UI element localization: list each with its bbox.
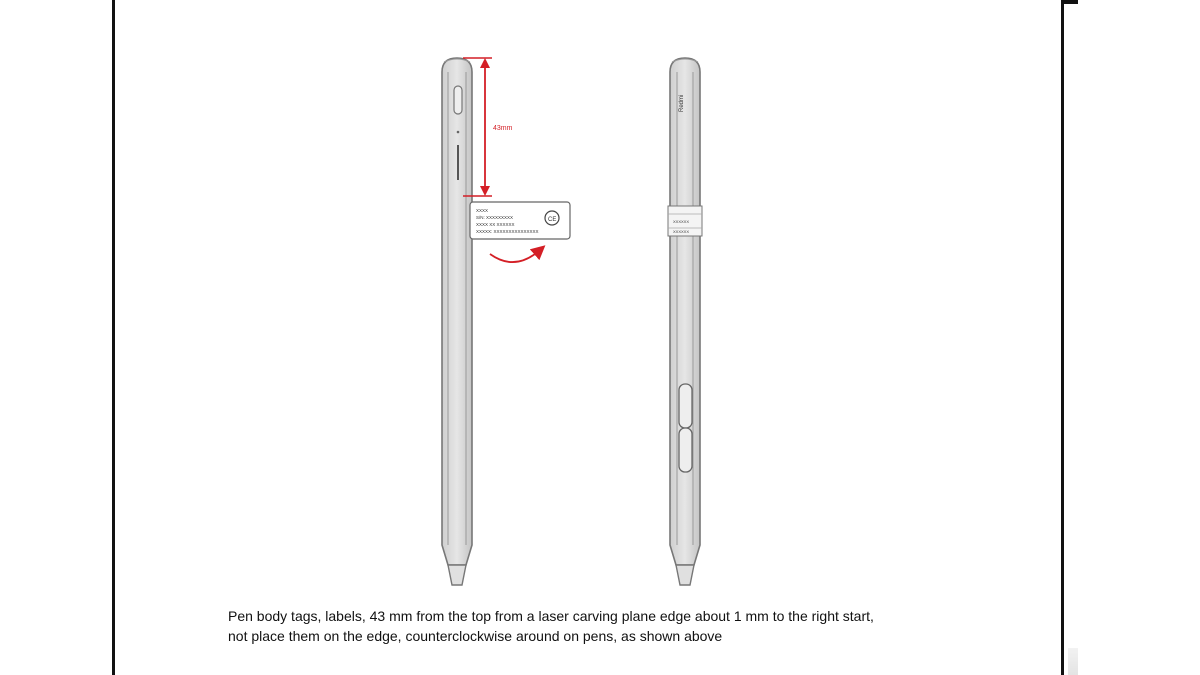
tag-line-1: XXXX	[476, 208, 489, 213]
tag-badge: CE	[548, 217, 557, 223]
tag-callout	[470, 202, 570, 262]
tag-line-4: XXXXX: XXXXXXXXXXXXXXX	[476, 229, 539, 234]
band-line-2: XXXXXX	[673, 229, 690, 234]
caption-line-1: Pen body tags, labels, 43 mm from the top from a laser carving plane edge about 1 mm to the right start,	[228, 608, 874, 624]
rotation-arrow-icon	[490, 250, 540, 262]
figure-caption	[228, 606, 988, 646]
side-button-lower	[679, 428, 692, 472]
caption-line-2: not place them on the edge, counterclockwise around on pens, as shown above	[228, 628, 723, 644]
tag-line-2: S/N: XXXXXXXXX	[476, 215, 514, 220]
dimension-label: 43mm	[493, 125, 513, 132]
band-line-1: XXXXXX	[673, 219, 690, 224]
side-button-upper	[679, 384, 692, 428]
brand-mark: Redmi	[679, 94, 685, 112]
tag-line-3: XXXX XX XXXXXX	[476, 222, 515, 227]
left-pen	[442, 58, 472, 585]
right-pen	[668, 58, 702, 585]
